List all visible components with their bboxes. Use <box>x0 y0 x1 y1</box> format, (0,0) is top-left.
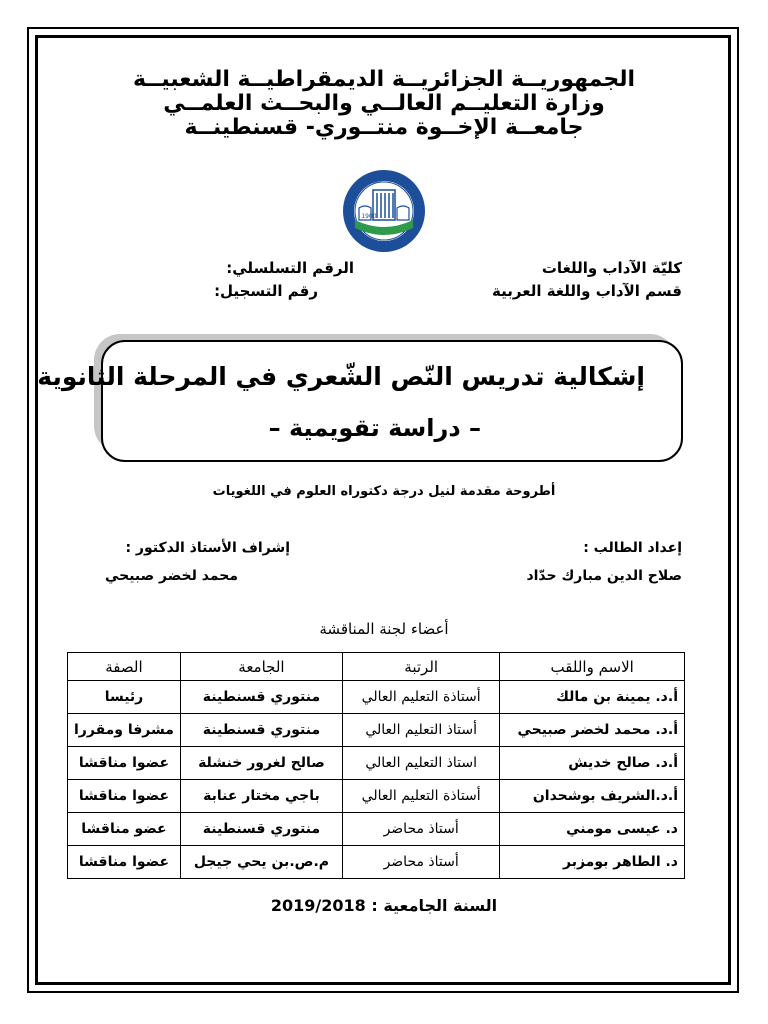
member-name: أ.د. صالح خديش <box>500 747 685 780</box>
member-rank: أستاذ محاضر <box>342 846 499 879</box>
member-role: عضو مناقشا <box>68 813 181 846</box>
member-name: أ.د.الشريف بوشحدان <box>500 780 685 813</box>
student-name: صلاح الدين مبارك حدّاد <box>526 568 682 584</box>
column-header-university: الجامعة <box>180 653 342 681</box>
table-row <box>68 780 685 813</box>
member-university: م.ص.بن يحي جيجل <box>180 846 342 879</box>
thesis-title: إشكالية تدريس النّص الشّعري في المرحلة الثانوية <box>37 362 645 391</box>
member-university: منتوري قسنطينة <box>180 681 342 714</box>
table-row <box>68 681 685 714</box>
member-university: منتوري قسنطينة <box>180 813 342 846</box>
faculty-name: كليّة الآداب واللغات <box>541 259 682 277</box>
member-university: منتوري قسنطينة <box>180 714 342 747</box>
member-role: عضوا مناقشا <box>68 747 181 780</box>
republic-name: الجمهوريــة الجزائريــة الديمقراطيــة الشعبيــة <box>132 67 636 92</box>
column-header-rank: الرتبة <box>342 653 499 681</box>
registration-number-label: رقم التسجيل: <box>214 282 318 300</box>
logo-year: 1900 <box>361 213 377 220</box>
serial-number-label: الرقم التسلسلي: <box>226 259 354 277</box>
member-rank: أستاذة التعليم العالي <box>342 780 499 813</box>
committee-title: أعضاء لجنة المناقشة <box>319 620 449 638</box>
table-row <box>68 747 685 780</box>
university-name: جامعــة الإخــوة منتــوري- قسنطينــة <box>184 115 584 140</box>
column-header-name: الاسم واللقب <box>500 653 685 681</box>
member-role: عضوا مناقشا <box>68 846 181 879</box>
member-role: عضوا مناقشا <box>68 780 181 813</box>
student-label: إعداد الطالب : <box>583 540 682 556</box>
institution-header <box>60 68 708 140</box>
committee-table <box>67 652 685 879</box>
member-rank: أستاذ التعليم العالي <box>342 714 499 747</box>
thesis-subtitle: – دراسة تقويمية – <box>268 414 481 442</box>
member-rank: أستاذ محاضر <box>342 813 499 846</box>
member-university: صالح لغرور خنشلة <box>180 747 342 780</box>
committee-header-row <box>68 653 685 681</box>
ministry-name: وزارة التعليــم العالــي والبحــث العلمــي <box>163 91 605 116</box>
member-role: رئيسا <box>68 681 181 714</box>
member-name: أ.د. محمد لخضر صبيحي <box>500 714 685 747</box>
academic-year: السنة الجامعية : 2019/2018 <box>270 896 498 915</box>
table-row <box>68 714 685 747</box>
department-name: قسم الآداب واللغة العربية <box>492 282 682 300</box>
column-header-role: الصفة <box>68 653 181 681</box>
table-row <box>68 846 685 879</box>
supervisor-name: محمد لخضر صبيحي <box>104 568 238 584</box>
member-name: د. الطاهر بومزبر <box>500 846 685 879</box>
member-name: د. عيسى مومني <box>500 813 685 846</box>
university-seal-icon <box>341 168 427 254</box>
member-name: أ.د. يمينة بن مالك <box>500 681 685 714</box>
member-university: باجي مختار عنابة <box>180 780 342 813</box>
thesis-statement: أطروحة مقدمة لنيل درجة دكتوراه العلوم في اللغويات <box>212 484 556 499</box>
supervisor-label: إشراف الأستاذ الدكتور : <box>125 540 290 556</box>
table-row <box>68 813 685 846</box>
thesis-title-box <box>37 340 683 462</box>
member-role: مشرفا ومقررا <box>68 714 181 747</box>
member-rank: أستاذة التعليم العالي <box>342 681 499 714</box>
member-rank: استاذ التعليم العالي <box>342 747 499 780</box>
